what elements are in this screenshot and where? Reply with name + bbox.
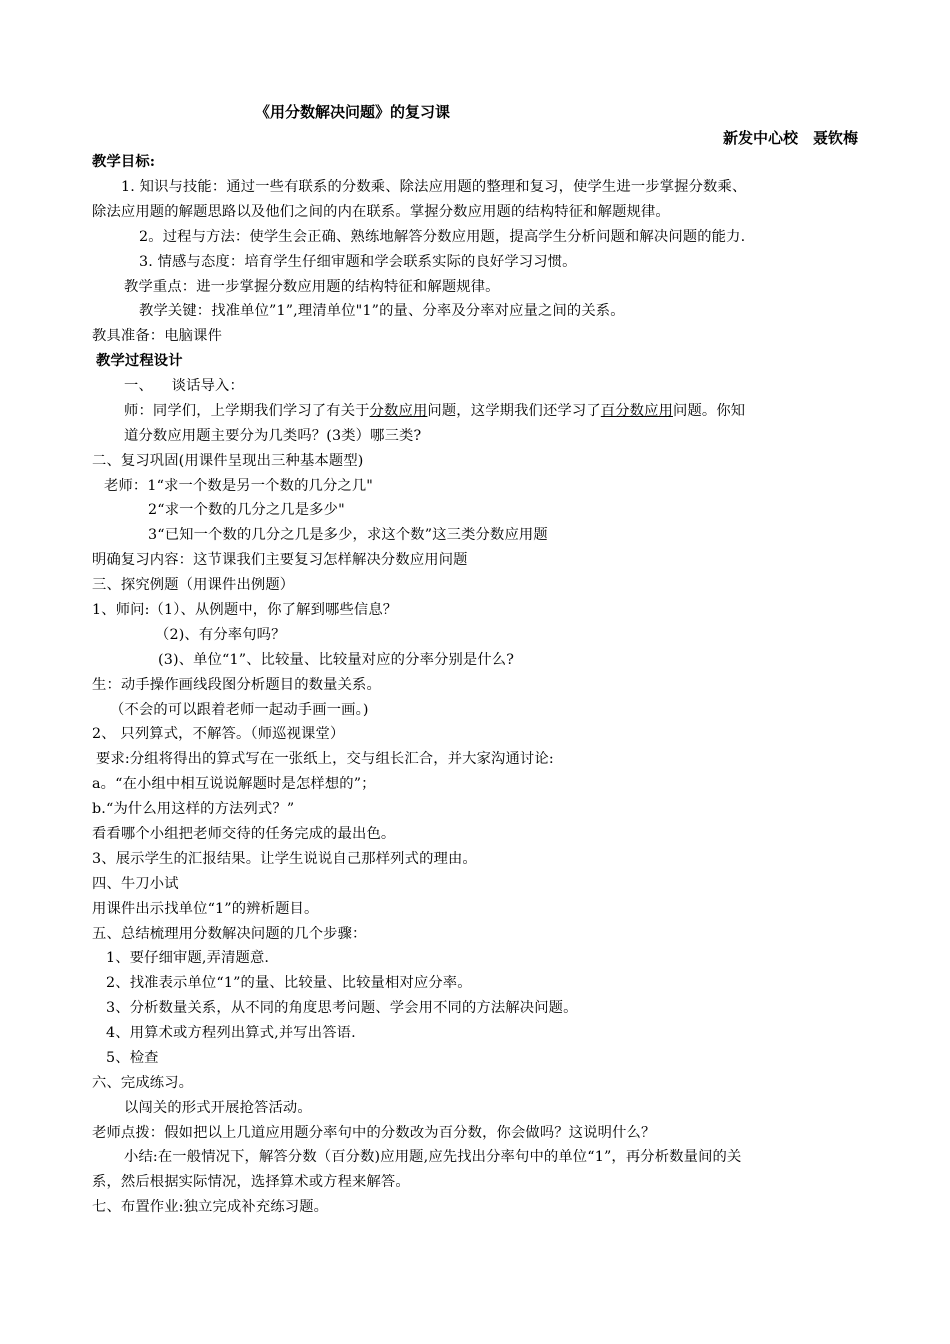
part-1-text-c: 问题。你知 (673, 403, 746, 419)
part-5-step-5: 5、检查 (106, 1050, 159, 1066)
part-7-title: 七、布置作业:独立完成补充练习题。 (92, 1199, 329, 1215)
part-3-line-4: 生：动手操作画线段图分析题目的数量关系。 (92, 677, 381, 693)
part-3-line-2: （2)、有分率句吗？ (155, 627, 286, 643)
part-3-title: 三、探究例题（用课件出例题） (92, 577, 295, 593)
part-3-line-11: 3、展示学生的汇报结果。让学生说说自己那样列式的理由。 (92, 851, 477, 867)
part-6-title: 六、完成练习。 (92, 1075, 194, 1091)
part-1-text-b: 问题，这学期我们还学习了 (427, 403, 601, 419)
part-1-title: 一、 谈话导入： (124, 378, 244, 394)
part-1-text-a: 师：同学们，上学期我们学习了有关于 (124, 403, 370, 419)
document-title: 《用分数解决问题》的复习课 (255, 103, 451, 121)
part-3-line-3: (3)、单位“1”、比较量、比较量对应的分率分别是什么? (158, 652, 515, 668)
part-2-line-2: 2“求一个数的几分之几是多少" (148, 502, 345, 518)
part-5-step-4: 4、用算术或方程列出算式,并写出答语. (106, 1025, 356, 1041)
part-2-line-4: 明确复习内容：这节课我们主要复习怎样解决分数应用问题 (92, 552, 468, 568)
goals-heading: 教学目标: (92, 154, 156, 170)
part-6-line-1: 以闯关的形式开展抢答活动。 (124, 1100, 312, 1116)
process-heading: 教学过程设计 (96, 353, 183, 369)
part-5-title: 五、总结梳理用分数解决问题的几个步骤： (92, 926, 367, 942)
part-3-line-5: （不会的可以跟着老师一起动手画一画。) (110, 702, 369, 718)
part-3-line-7: 要求:分组将得出的算式写在一张纸上，交与组长汇合，并大家沟通讨论: (96, 751, 554, 767)
key-link: 教学关键：找准单位”1”,理清单位"1”的量、分率及分率对应量之间的关系。 (139, 303, 625, 319)
part-5-step-1: 1、要仔细审题,弄清题意. (106, 950, 270, 966)
part-6-line-4: 系，然后根据实际情况，选择算术或方程来解答。 (92, 1174, 410, 1190)
part-1-line-1 (124, 401, 745, 421)
part-3-line-10: 看看哪个小组把老师交待的任务完成的最出色。 (92, 826, 396, 842)
part-3-line-1: 1、师问:（1）、从例题中，你了解到哪些信息？ (92, 602, 398, 618)
goal-2: 2。过程与方法：使学生会正确、熟练地解答分数应用题，提高学生分析问题和解决问题的能力. (139, 229, 746, 245)
author-line: 新发中心校 聂钦梅 (722, 129, 858, 147)
underlined-fraction-application: 分数应用 (369, 403, 428, 419)
tools-line: 教具准备：电脑课件 (92, 328, 223, 344)
part-6-line-3: 小结:在一般情况下，解答分数（百分数)应用题,应先找出分率句中的单位“1”，再分析数量间的关 (124, 1149, 742, 1165)
part-4-line-1: 用课件出示找单位“1”的辨析题目。 (92, 901, 319, 917)
part-4-title: 四、牛刀小试 (92, 876, 179, 892)
part-2-title: 二、复习巩固(用课件呈现出三种基本题型) (92, 453, 364, 469)
goal-1-line-1: 1. 知识与技能：通过一些有联系的分数乘、除法应用题的整理和复习，使学生进一步掌握分数乘、 (121, 179, 747, 195)
goal-1-line-2: 除法应用题的解题思路以及他们之间的内在联系。掌握分数应用题的结构特征和解题规律。 (92, 204, 670, 220)
key-point: 教学重点：进一步掌握分数应用题的结构特征和解题规律。 (124, 279, 500, 295)
part-3-line-6: 2、 只列算式，不解答。（师巡视课堂） (92, 726, 345, 742)
part-2-line-1: 老师：1“求一个数是另一个数的几分之几" (104, 478, 374, 494)
goal-3: 3. 情感与态度：培育学生仔细审题和学会联系实际的良好学习习惯。 (139, 254, 577, 270)
part-5-step-2: 2、找准表示单位“1”的量、比较量、比较量相对应分率。 (106, 975, 472, 991)
underlined-percent-application: 百分数应用 (600, 403, 674, 419)
part-3-line-9: b.“为什么用这样的方法列式？” (92, 801, 295, 817)
part-6-line-2: 老师点拨：假如把以上几道应用题分率句中的分数改为百分数，你会做吗？这说明什么？ (92, 1125, 656, 1141)
part-5-step-3: 3、分析数量关系，从不同的角度思考问题、学会用不同的方法解决问题。 (106, 1000, 578, 1016)
part-2-line-3: 3“已知一个数的几分之几是多少，求这个数”这三类分数应用题 (148, 527, 548, 543)
part-3-line-8: a。“在小组中相互说说解题时是怎样想的”； (92, 776, 376, 792)
part-1-line-2: 道分数应用题主要分为几类吗？(3类）哪三类? (124, 428, 422, 444)
